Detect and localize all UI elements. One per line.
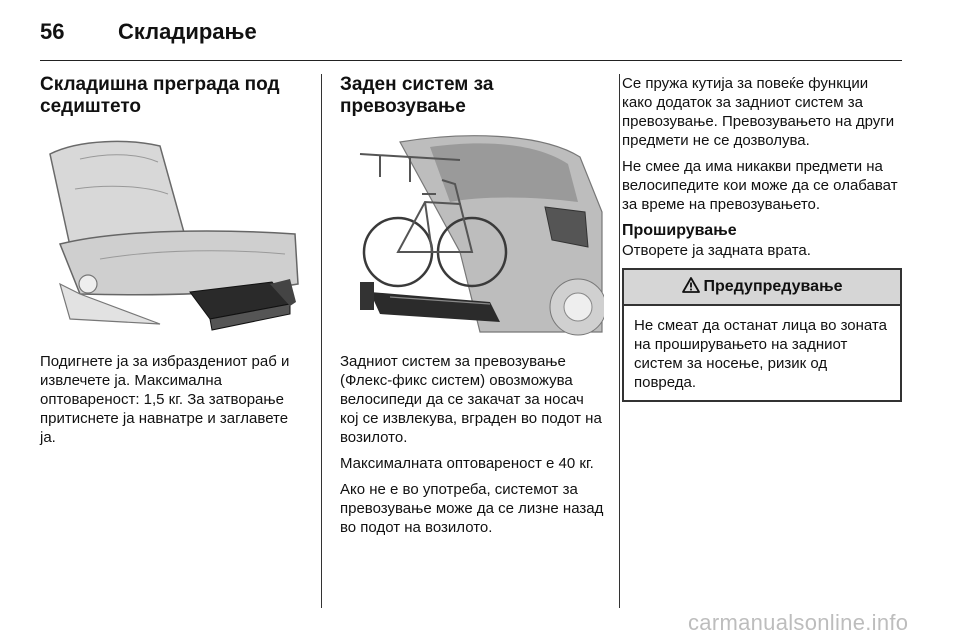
seat-drawer-illustration [40,134,304,334]
bike-carrier-illustration [340,132,604,340]
warning-box [622,268,902,402]
page-number: 56 [40,19,65,44]
column-rear-carrier [340,74,604,544]
column-divider-right [619,74,620,608]
rear-carrier-text-3: Ако не е во употреба, системот за превозување може да се лизне назад во подот на возилото. [340,481,604,536]
section-title: Складирање [118,19,257,44]
column-seat-storage [40,74,304,454]
seat-storage-text: Подигнете ја за избраздениот раб и извлечете ја. Максимална оптовареност: 1,5 кг. За затворање притиснете ја навнатре и заглавете ја. [40,353,290,446]
extension-subheading: Проширување [622,222,737,239]
seat-storage-heading: Складишна преграда под седиштето [40,74,280,117]
warning-text: Не смеат да останат лица во зоната на проширувањето на задниот систем за носење, ризик од повреда. [634,317,887,391]
open-tailgate-text: Отворете ја задната врата. [622,242,811,259]
rear-carrier-heading: Заден систем за превозување [340,74,494,117]
column-divider-left [321,74,322,608]
warning-title: Предупредување [703,278,843,295]
multifunction-box-text: Се пружа кутија за повеќе функции како додаток за задниот систем за превозување. Превозувањето на други предмети не се дозволува. [622,75,895,149]
warning-header [624,270,900,306]
header-rule [40,60,902,61]
page-header [0,0,960,70]
loose-items-text: Не смее да има никакви предмети на велосипедите кои може да се олабават за време на превозувањето. [622,158,898,213]
column-extension [622,74,902,402]
rear-carrier-text-1: Задниот систем за превозување (Флекс-фикс систем) овозможува велосипеди да се закачат за носач кој се извлекува, вграден во подот на возилото. [340,353,602,446]
watermark: carmanualsonline.info [688,610,909,635]
rear-carrier-text-2: Максималната оптовареност е 40 кг. [340,455,594,472]
warning-triangle-icon [682,277,700,298]
